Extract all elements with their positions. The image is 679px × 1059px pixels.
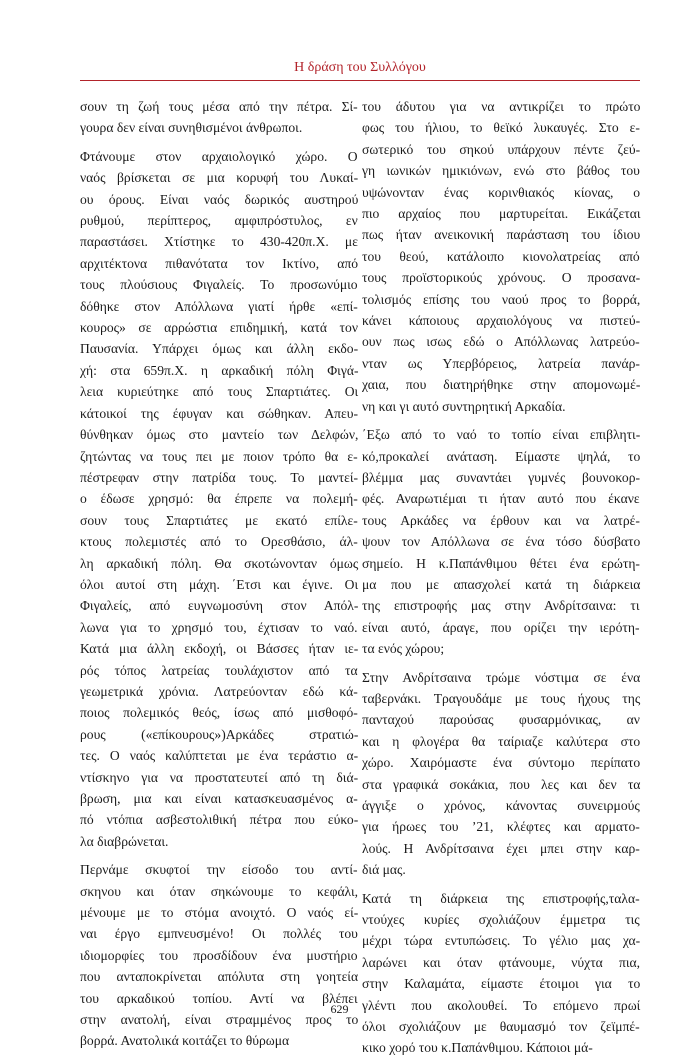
- text-line: φές. Αναρωτιέμαι τι ήταν αυτό που έκανε: [362, 491, 640, 507]
- text-line: λαρώνει και όταν φτάνουμε, νύχτα πια,: [362, 954, 641, 970]
- text-line: ναός βρίσκεται σε μια κορυφή του Λυκαί-: [80, 170, 359, 186]
- text-line: τους Αρκάδες να έρθουν και να λατρέ-: [362, 512, 640, 528]
- paragraph-gap: [362, 660, 640, 667]
- text-line: τες. Ο ναός καλύπτεται με ένα τεράστιο α-: [80, 748, 359, 764]
- text-line: στην Καλαμάτα, είμαστε έτοιμοι για το: [362, 976, 641, 992]
- text-line: μα που με απασχολεί κατά τη διάρκεια: [362, 576, 641, 592]
- text-line: ρους («επίκουρους»)Αρκάδες στρατιώ-: [80, 726, 359, 742]
- text-line: που ανταποκρίνεται απόλυτα στη γοητεία: [80, 969, 359, 985]
- text-line: γουρα δεν είναι συνηθισμένοι άνθρωποι.: [80, 120, 303, 136]
- text-line: για ήρωες του ’21, κλέφτες και αρματο-: [362, 819, 640, 835]
- text-line: διά μας.: [362, 862, 406, 878]
- paragraph: [80, 859, 358, 1052]
- text-line: Φιγαλείς, από ευγνωμοσύνη στον Απόλ-: [80, 598, 359, 614]
- text-line: βρωση, μια και είναι κατασκευασμένος α-: [80, 791, 358, 806]
- text-line: χή: στα 659π.Χ. η αρκαδική πόλη Φιγά-: [80, 362, 359, 378]
- left-column: [80, 96, 358, 1052]
- text-line: Φτάνουμε στον αρχαιολογικό χώρο. Ο: [80, 148, 358, 164]
- text-line: Περνάμε σκυφτοί την είσοδο του αντί-: [80, 862, 358, 878]
- text-line: παραστάσει. Χτίστηκε το 430-420π.Χ. με: [80, 234, 358, 250]
- paragraph-gap: [362, 881, 640, 888]
- paragraph: [80, 96, 358, 139]
- text-line: κάνει κάποιους αρχαιολόγους να πιστεύ-: [362, 313, 641, 329]
- text-line: ο έδωσε χρησμό: θα έπρεπε να πολεμή-: [80, 491, 358, 507]
- text-line: ουν πως ισως εδώ ο Απόλλωνας λατρεύο-: [362, 334, 640, 350]
- text-line: λη αρκαδική πόλη. Θα σκοτώνονταν όμως: [80, 555, 359, 571]
- text-line: κουρος» σε αρρώστια επιδημική, κατά τον: [80, 320, 358, 336]
- text-line: πανταχού παρούσας φυσαρμόνικας, αν: [362, 712, 640, 728]
- text-line: μέχρι τώρα εντυπώσεις. Το γέλιο μας χα-: [362, 933, 641, 949]
- text-line: γεωμετρικά χρόνια. Λατρεύονταν εδώ κά-: [80, 683, 358, 699]
- text-line: λεια κυριεύτηκε από τους Σπαρτιάτες. Οι: [80, 384, 359, 400]
- text-line: στην ανατολή, είναι στραμμένος προς το: [80, 1012, 359, 1028]
- text-line: λα διαβρώνεται.: [80, 833, 169, 849]
- text-line: ντούχες κυρίες σχολιάζουν έμμετρα τις: [362, 912, 640, 928]
- text-line: λούς. Η Ανδρίτσαινα έχει μπει στην καρ-: [362, 840, 640, 856]
- text-line: Κατά τη διάρκεια της επιστροφής,ταλα-: [362, 890, 640, 906]
- text-line: είναι αυτό, άραγε, που ορίζει την ιερότη-: [362, 619, 640, 635]
- text-line: άγγιξε ο χρόνος, κάνοντας συνειρμούς: [362, 798, 640, 813]
- text-line: ου όρους. Είναι ναός δωρικός αυστηρού: [80, 191, 359, 207]
- text-line: γλέντι που ακολουθεί. Το επόμενο πρωί: [362, 997, 641, 1013]
- text-line: θύνθηκαν όμως στο μαντείο των Δελφών,: [80, 427, 359, 443]
- page-header: [80, 60, 640, 76]
- text-line: νταν ως Υπερβόρειος, λατρεία πανάρ-: [362, 355, 640, 371]
- text-line: μένουμε με το στόμα ανοιχτό. Ο ναός εί-: [80, 905, 359, 921]
- paragraph: [362, 888, 640, 1059]
- text-line: βλέμμα μας συναντάει γυμνές βουνοκορ-: [362, 469, 641, 485]
- text-line: λωνα για το χρησμό του, έχτισαν το ναό.: [80, 619, 358, 635]
- section-title: Η δράση του Συλλόγου: [294, 60, 426, 75]
- text-line: βορρά. Ανατολικά κοιτάζει το θύρωμα: [80, 1033, 290, 1049]
- paragraph: [80, 146, 358, 852]
- paragraph: [362, 424, 640, 659]
- header-rule: [80, 80, 640, 81]
- text-line: σωτερικό του σηκού υπάρχουν πέντε ζεύ-: [362, 141, 641, 157]
- text-line: πέστρεφαν στην πατρίδα τους. Το μαντεί-: [80, 469, 359, 485]
- text-line: πό ντόπια ασβεστολιθική πέτρα που εύκο-: [80, 812, 359, 828]
- text-line: πως ήταν ανεικονική παράσταση του ίδιου: [362, 227, 641, 243]
- text-line: κό,προκαλεί ανάταση. Είμαστε ψηλά, το: [362, 448, 641, 464]
- text-line: σκηνου και όταν σηκώνουμε το κεφάλι,: [80, 883, 359, 899]
- text-line: όλοι σχολιάζουν με θαυμασμό τον ζεϊμπέ-: [362, 1019, 640, 1035]
- text-line: ζητώντας να τους πει με ποιον τρόπο θα ε-: [80, 448, 358, 464]
- text-line: ποιος πολεμικός θεός, ίσως από μισθοφό-: [80, 705, 358, 721]
- text-line: νη και γι αυτό συντηρητική Αρκαδία.: [362, 398, 566, 414]
- text-line: σουν τους Σπαρτιάτες με εκατό επίλε-: [80, 512, 358, 528]
- text-line: ΄Εξω από το ναό το τοπίο είναι επιβλητι-: [362, 427, 641, 443]
- text-line: Στην Ανδρίτσαινα τρώμε νόστιμα σε ένα: [362, 669, 641, 685]
- text-line: του άδυτου για να αντικρίζει το πρώτο: [362, 99, 641, 114]
- text-line: ναι έργο εμπνευσμένο! Οι πολλές του: [80, 926, 358, 942]
- text-line: φως του ήλιου, το θεϊκό λυκαυγές. Στο ε-: [362, 120, 640, 136]
- right-column: [362, 96, 640, 1059]
- text-line: αρχιτέκτονα πιθανότατα τον Ικτίνο, από: [80, 255, 359, 271]
- text-line: κικο χορό του κ.Παπάνθιμου. Κάποιοι μά-: [362, 1040, 593, 1056]
- text-line: τα ενός χώρου;: [362, 641, 445, 657]
- text-line: της επιστροφής μας στην Ανδρίτσαινα: τι: [362, 598, 640, 614]
- text-line: χαια, που διατηρήθηκε στην απομονωμέ-: [362, 377, 641, 393]
- text-line: ιδιομορφίες του προσδίδουν ένα μυστήριο: [80, 947, 358, 963]
- text-line: στα γραφικά σοκάκια, που λες και δεν τα: [362, 776, 641, 792]
- text-line: του αρκαδικού τοπίου. Αντί να βλέπει: [80, 990, 358, 1006]
- text-line: ντίσκηνο για να προστατευτεί από τη διά-: [80, 769, 359, 785]
- text-line: τολισμός επίσης του ναού προς το βορρά,: [362, 291, 641, 307]
- page-number: 629: [330, 1002, 349, 1016]
- text-line: δόθηκε στον Απόλλωνα γιατί ήρθε «επί-: [80, 298, 358, 314]
- text-line: ρυθμού, περίπτερος, αμφιπρόστυλος, εν: [80, 213, 358, 229]
- text-line: ρός τόπος λατρείας τουλάχιστον από τα: [80, 662, 358, 678]
- text-line: του θεού, κατάλοιπο κιονολατρείας από: [362, 248, 640, 264]
- text-line: σημείο. Η κ.Παπάνθιμου θέτει ένα ερώτη-: [362, 555, 640, 571]
- paragraph-gap: [362, 417, 640, 424]
- text-line: και η φλογέρα θα ταίριαζε καλύτερα στο: [362, 733, 641, 749]
- text-line: τους πλούσιους Φιγαλείς. Το προσωνύμιο: [80, 277, 358, 293]
- text-line: όλοι αυτοί στη μάχη. ΄Ετσι και έγινε. Οι: [80, 576, 359, 592]
- text-line: Κατά μια άλλη εκδοχή, οι Βάσσες ήταν ιε-: [80, 641, 359, 657]
- text-line: κτους πολεμιστές από το Ορεσθάσιο, άλ-: [80, 534, 358, 550]
- text-line: γη ιωνικών ημικιόνων, ενώ στο βάθος του: [362, 163, 640, 179]
- text-line: χώρο. Χαιρόμαστε ένα σύντομο περίπατο: [362, 755, 641, 771]
- paragraph-gap: [80, 139, 358, 146]
- text-line: τους προϊστορικούς χρόνους. Ο προσανα-: [362, 270, 641, 286]
- text-line: ψουν τον Απόλλωνα σε ένα τόσο δύσβατο: [362, 534, 641, 550]
- text-line: ταβερνάκι. Τραγουδάμε με τους ήχους της: [362, 690, 641, 706]
- text-line: Παυσανία. Υπάρχει όμως και άλλη εκδο-: [80, 341, 359, 357]
- paragraph: [362, 96, 640, 417]
- text-line: υψώνονταν ένας κορινθιακός κίονας, ο: [362, 184, 641, 200]
- text-line: σουν τη ζωή τους μέσα από την πέτρα. Σί-: [80, 99, 358, 114]
- paragraph-gap: [80, 852, 358, 859]
- text-line: κάτοικοί της έφυγαν και σώθηκαν. Απευ-: [80, 405, 358, 421]
- paragraph: [362, 667, 640, 881]
- text-line: πιο αρχαίος που μαρτυρείται. Εικάζεται: [362, 206, 641, 222]
